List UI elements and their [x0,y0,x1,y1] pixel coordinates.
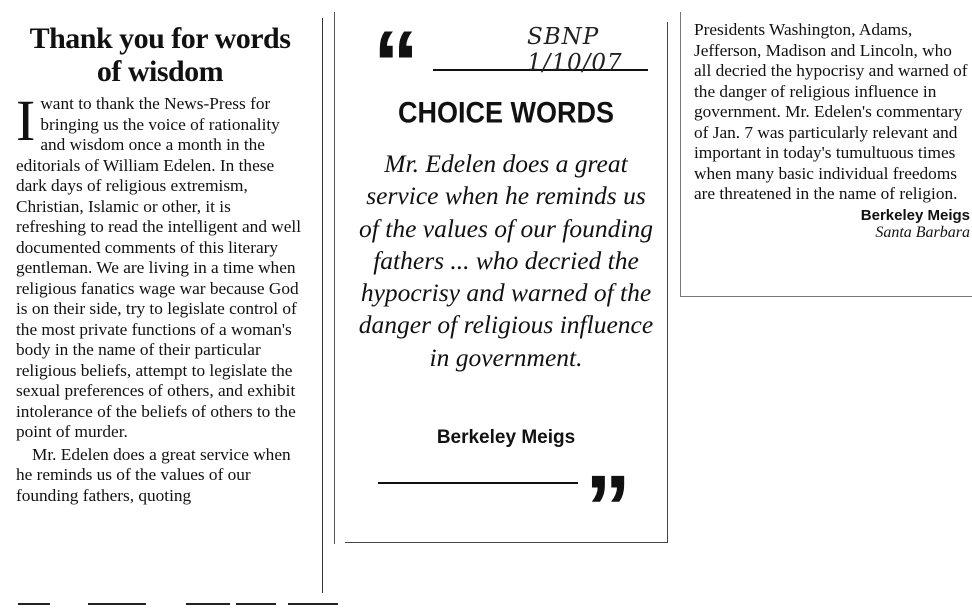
letter-headline: Thank you for words of wisdom [29,22,291,88]
letter-column-left [16,22,304,506]
signature-place: Santa Barbara [875,223,970,241]
pullquote-title: CHOICE WORDS [398,96,614,130]
bottom-rule-1 [18,603,50,605]
letter-paragraph-1 [16,88,304,443]
column-divider-box [334,12,335,544]
column-divider-right [680,12,681,297]
letter-column-right [694,20,972,242]
pullquote-attribution: Berkeley Meigs [436,427,576,448]
letter-paragraph-2: Mr. Edelen does a great service when he reminds us of the values of our founding fathers, quoting [16,444,291,505]
drop-cap: I [16,88,36,153]
pullquote-rule-bottom [378,482,578,484]
bottom-rule-4 [236,603,276,605]
bottom-rule-3 [186,603,230,605]
bottom-rule-5 [288,603,338,605]
bottom-rule-2 [88,603,146,605]
handwritten-note: SBNP 1/10/07 [527,24,623,76]
pullquote-text: Mr. Edelen does a great service when he reminds us of the values of our founding fathers ... who decried the hypocrisy and warned of the danger of religious influence in government. [358,149,654,372]
signature-name: Berkeley Meigs [860,206,970,224]
open-quote-mark: “ [373,13,419,115]
letter-paragraph-1-text: want to thank the News-Press for bringing us the voice of rationality and wisdom once a month in the editorials of William Edelen. In these dark days of religious extremism, Christian, Islamic or other, it is refreshing to read the intelligent and well documented comments of this literary gentleman. We are living in a time when religious fanatics wage war because God is on their side, try to legislate control of the most private functions of a woman's body in the name of their particular religious beliefs, attempt to legislate the sexual preferences of others, and exhibit intolerance of the beliefs of others to the point of murder. [16,94,302,441]
right-column-bottom-rule [680,296,972,297]
letter-paragraph-2-continued: Presidents Washington, Adams, Jefferson, Madison and Lincoln, who all decried the hypocrisy and warned of the danger of religious influence in government. Mr. Edelen's commentary of Jan. 7 was particularly relevant and important in today's tumultuous times when many basic individual freedoms are threatened in the name of religion. [694,20,968,203]
pullquote-box [345,13,668,559]
column-divider-left [322,18,323,593]
close-quote-mark: ” [585,457,631,559]
